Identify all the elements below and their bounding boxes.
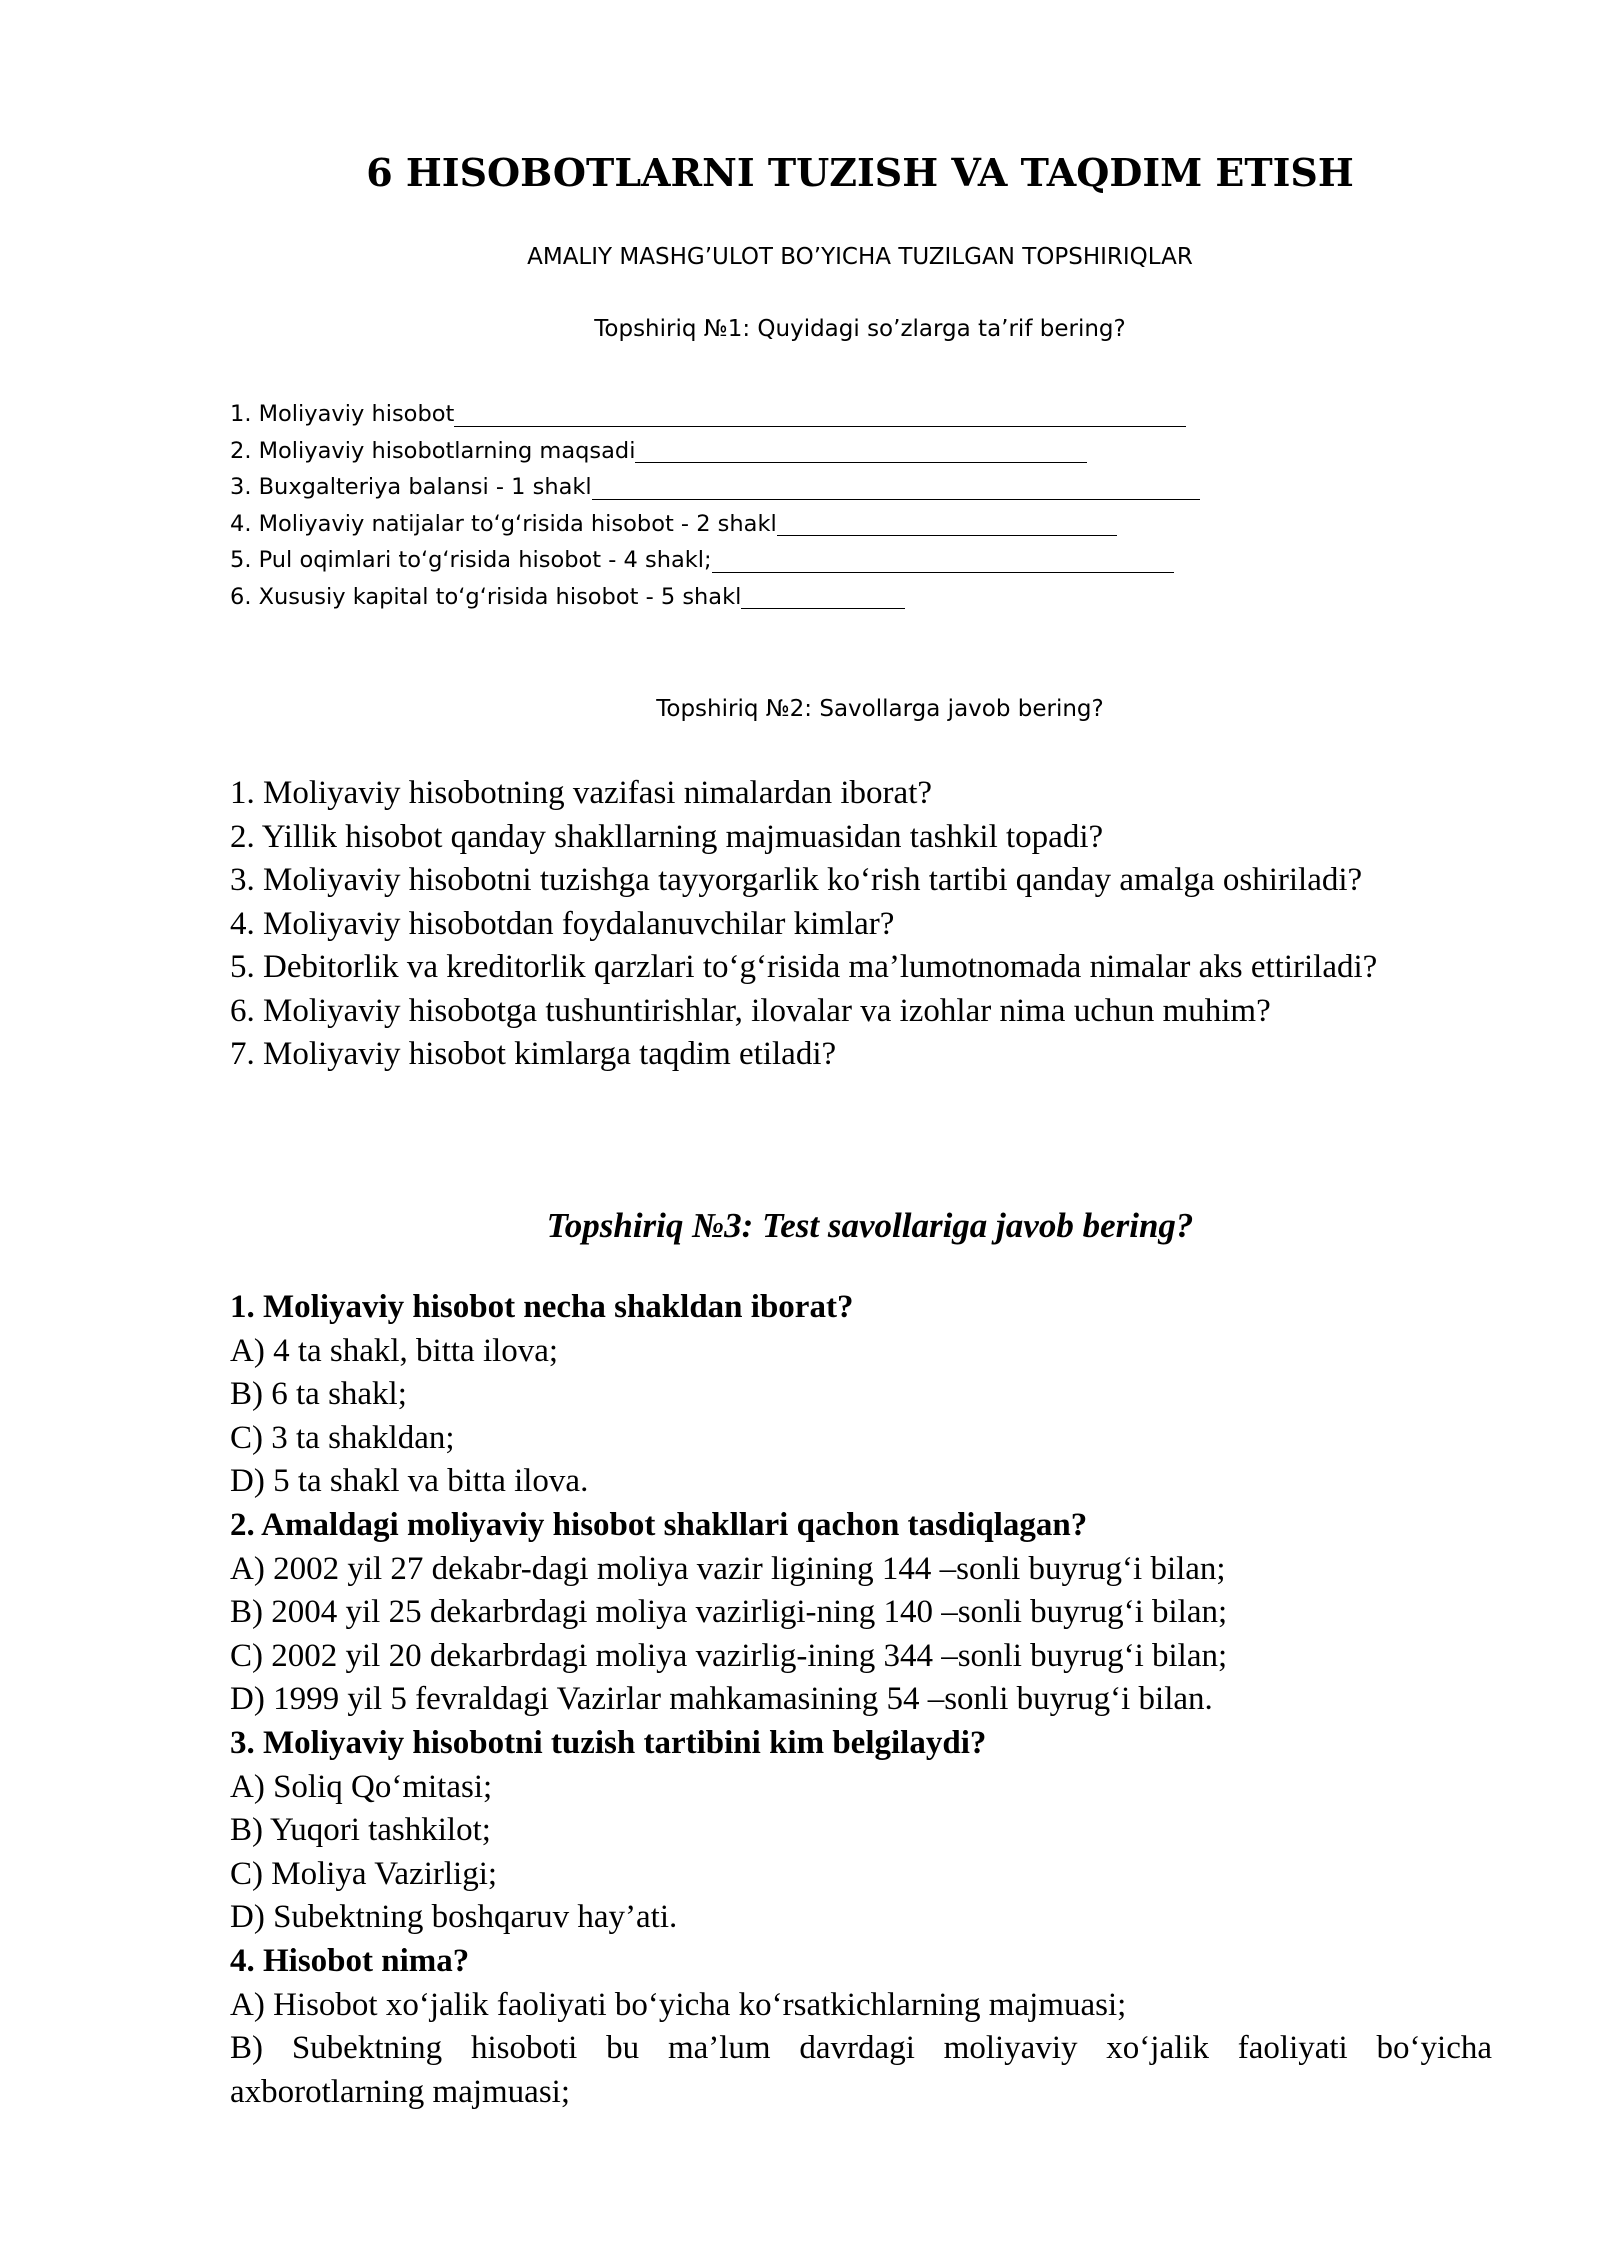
answer-blank[interactable] — [592, 475, 1200, 500]
definition-term: 3. Buxgalteriya balansi - 1 shakl — [230, 474, 592, 500]
test-option: A) 2002 yil 27 dekabr-dagi moliya vazir ligining 144 –sonli buyrug‘i bilan; — [230, 1550, 1226, 1587]
question-item: 7. Moliyaviy hisobot kimlarga taqdim etiladi? — [230, 1036, 837, 1072]
test-option: C) 3 ta shakldan; — [230, 1419, 455, 1456]
test-option: B) Yuqori tashkilot; — [230, 1812, 491, 1849]
test-option: B) 2004 yil 25 dekarbrdagi moliya vazirligi-ning 140 –sonli buyrug‘i bilan; — [230, 1594, 1228, 1631]
question-item: 6. Moliyaviy hisobotga tushuntirishlar, ilovalar va izohlar nima uchun muhim? — [230, 992, 1271, 1029]
definition-item — [230, 579, 1200, 616]
definition-term: 5. Pul oqimlari to‘g‘risida hisobot - 4 shakl; — [230, 547, 712, 573]
test-question: 4. Hisobot nima? — [230, 1942, 470, 1979]
test-option: C) 2002 yil 20 dekarbrdagi moliya vazirlig-ining 344 –sonli buyrug‘i bilan; — [230, 1637, 1228, 1674]
test-option: C) Moliya Vazirligi; — [230, 1855, 498, 1892]
task3-tests-list — [230, 1286, 1492, 2114]
test-option: D) 5 ta shakl va bitta ilova. — [230, 1463, 589, 1500]
definition-term: 4. Moliyaviy natijalar to‘g‘risida hisobot - 2 shakl — [230, 510, 777, 537]
task3-heading: Topshiriq №3: Test savollariga javob bering? — [546, 1206, 1194, 1245]
question-item: 5. Debitorlik va kreditorlik qarzlari to‘g‘risida ma’lumotnomada nimalar aks ettiriladi? — [230, 949, 1378, 985]
answer-blank[interactable] — [454, 402, 1186, 427]
test-option: B) Subektning hisoboti bu ma’lum davrdagi moliyaviy xo‘jalik faoliyati bo‘yicha axborotlarning majmuasi; — [230, 2030, 1492, 2110]
test-question: 3. Moliyaviy hisobotni tuzish tartibini kim belgilaydi? — [230, 1724, 987, 1761]
test-option: B) 6 ta shakl; — [230, 1376, 407, 1413]
question-item: 2. Yillik hisobot qanday shakllarning majmuasidan tashkil topadi? — [230, 818, 1104, 855]
test-option: D) 1999 yil 5 fevraldagi Vazirlar mahkamasining 54 –sonli buyrug‘i bilan. — [230, 1681, 1213, 1718]
page-title: 6 HISOBOTLARNI TUZISH VA TAQDIM ETISH — [366, 150, 1354, 195]
definition-item — [230, 469, 1200, 506]
answer-blank[interactable] — [712, 548, 1174, 573]
test-option: A) Hisobot xo‘jalik faoliyati bo‘yicha ko‘rsatkichlarning majmuasi; — [230, 1986, 1127, 2023]
definition-term: 2. Moliyaviy hisobotlarning maqsadi — [230, 437, 636, 464]
task1-definitions-list — [230, 396, 1200, 615]
question-item: 3. Moliyaviy hisobotni tuzishga tayyorgarlik ko‘rish tartibi qanday amalga oshiriladi? — [230, 862, 1363, 898]
test-option: A) Soliq Qo‘mitasi; — [230, 1768, 493, 1805]
test-question: 1. Moliyaviy hisobot necha shakldan iborat? — [230, 1289, 854, 1325]
answer-blank[interactable] — [777, 511, 1117, 536]
definition-item — [230, 542, 1200, 579]
question-item: 1. Moliyaviy hisobotning vazifasi nimalardan iborat? — [230, 775, 933, 811]
page-subtitle: AMALIY MASHG’ULOT BO’YICHA TUZILGAN TOPSHIRIQLAR — [527, 244, 1193, 270]
definition-term: 6. Xususiy kapital to‘g‘risida hisobot - 5 shakl — [230, 583, 742, 610]
test-option: D) Subektning boshqaruv hay’ati. — [230, 1899, 678, 1936]
task2-questions-list — [230, 772, 1492, 1077]
task1-heading: Topshiriq №1: Quyidagi so’zlarga ta’rif bering? — [594, 316, 1126, 342]
answer-blank[interactable] — [635, 438, 1087, 463]
test-option: A) 4 ta shakl, bitta ilova; — [230, 1332, 559, 1369]
task2-heading: Topshiriq №2: Savollarga javob bering? — [656, 696, 1104, 722]
answer-blank[interactable] — [741, 584, 905, 609]
definition-item — [230, 506, 1200, 543]
definition-term: 1. Moliyaviy hisobot — [230, 401, 455, 427]
question-item: 4. Moliyaviy hisobotdan foydalanuvchilar kimlar? — [230, 905, 895, 942]
definition-item — [230, 396, 1200, 433]
definition-item — [230, 433, 1200, 470]
test-question: 2. Amaldagi moliyaviy hisobot shakllari qachon tasdiqlagan? — [230, 1506, 1088, 1543]
